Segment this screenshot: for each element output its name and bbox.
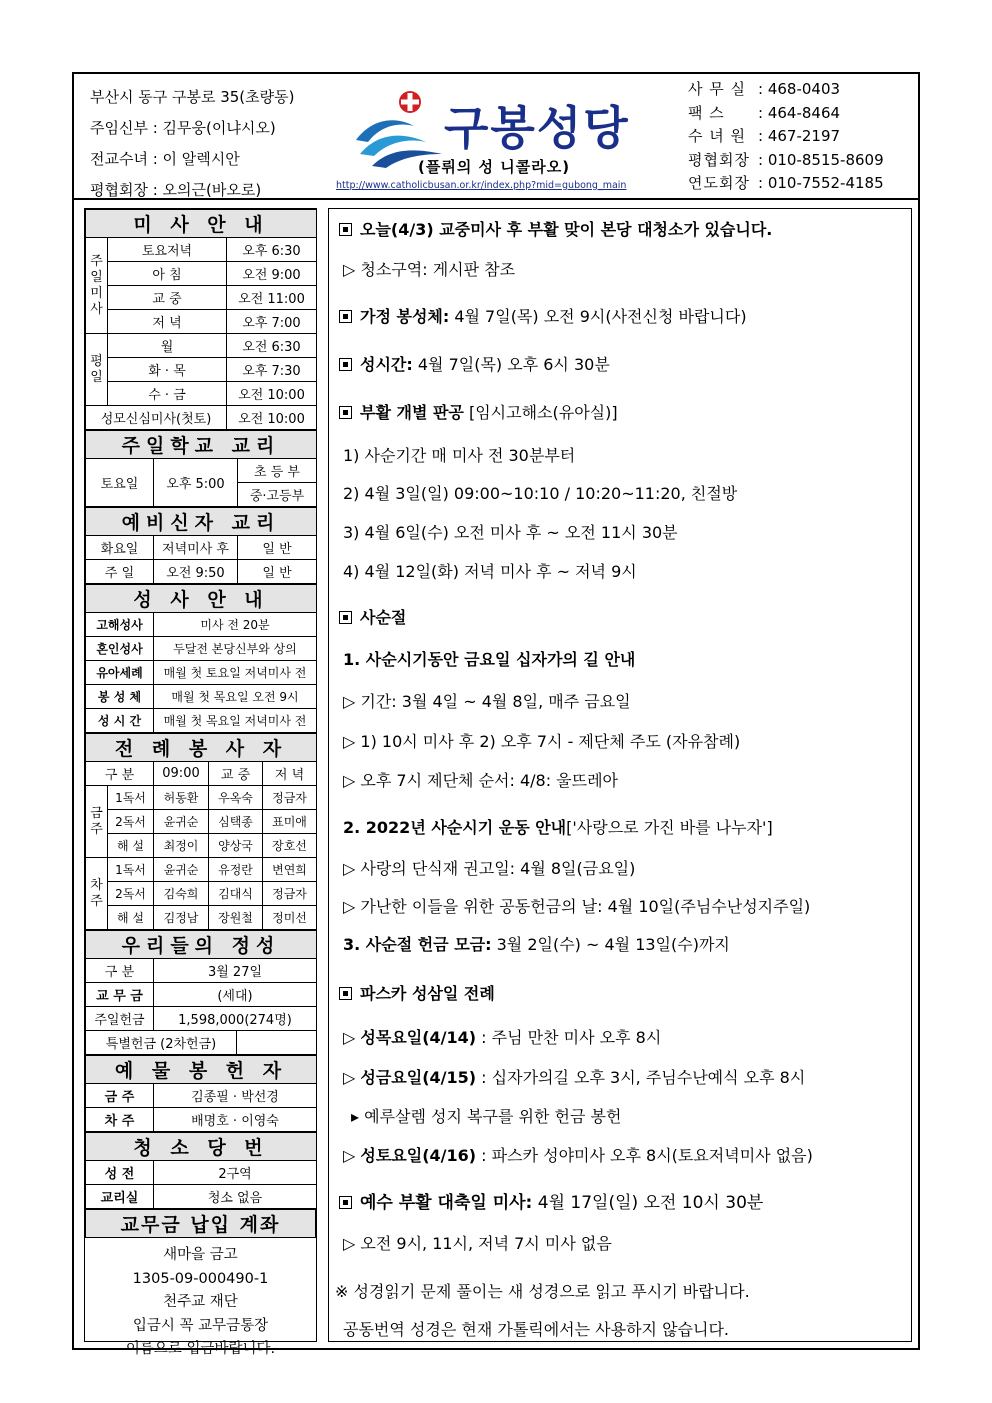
notice-line: ▷ 기간: 3월 4일 ~ 4월 8일, 매주 금요일 xyxy=(343,692,631,711)
offering-title: 우리들의 정성 xyxy=(86,931,317,959)
notice-line: 예수 부활 대축일 미사: 4월 17일(일) 오전 10시 30분 xyxy=(339,1188,763,1213)
sunday-school-table: 주일학교 교리 토요일 오후 5:00 초 등 부 중·고등부 xyxy=(85,430,317,507)
notice-line: ▷ 성토요일(4/16) : 파스카 성야미사 오후 8시(토요저녁미사 없음) xyxy=(343,1146,813,1165)
bullet-box-icon xyxy=(339,223,352,236)
account-title: 교무금 납입 계좌 xyxy=(86,1210,316,1238)
notice-line: 사순절 xyxy=(339,605,406,628)
sunday-mass-label: 주일미사 xyxy=(86,238,108,334)
bulletin-frame xyxy=(72,72,920,1357)
bullet-box-icon xyxy=(339,406,352,419)
notice-line: 파스카 성삼일 전례 xyxy=(339,981,495,1004)
notice-line: ▷ 사랑의 단식재 권고일: 4월 8일(금요일) xyxy=(343,859,636,878)
notice-line: 1) 사순기간 매 미사 전 30분부터 xyxy=(343,446,576,465)
weekday-mass-label: 평일 xyxy=(86,334,108,406)
bullet-box-icon xyxy=(339,987,352,1000)
notice-line: 공동번역 성경은 현재 가톨릭에서는 사용하지 않습니다. xyxy=(343,1320,730,1339)
parish-title: 구봉성당 xyxy=(444,101,630,155)
notice-line: 오늘(4/3) 교중미사 후 부활 맞이 본당 대청소가 있습니다. xyxy=(339,217,772,240)
notice-line: 2) 4월 3일(일) 09:00~10:10 / 10:20~11:20, 친절방 xyxy=(343,484,738,503)
notice-line: ▸ 예루살렘 성지 복구를 위한 헌금 봉헌 xyxy=(351,1107,622,1126)
contact-row: 평협회장 : 010-8515-8609 xyxy=(688,150,884,169)
notice-line: 4) 4월 12일(화) 저녁 미사 후 ~ 저녁 9시 xyxy=(343,562,637,581)
council-president: 평협회장 : 오의근(바오로) xyxy=(90,181,262,199)
gift-title: 예 물 봉 헌 자 xyxy=(86,1056,317,1084)
notice-line: 3. 사순절 헌금 모금: 3월 2일(수) ~ 4월 13일(수)까지 xyxy=(343,935,730,954)
sacrament-title: 성 사 안 내 xyxy=(86,585,317,613)
contact-row: 팩 스 : 464-8464 xyxy=(688,103,841,122)
offering-table: 우리들의 정성 구 분 3월 27일 교 무 금 (세대) 주일헌금 1,598,000(274명) 특별헌금 (2차헌금) xyxy=(85,930,317,1055)
notice-line: 성시간: 4월 7일(목) 오후 6시 30분 xyxy=(339,352,610,375)
notice-line: ▷ 성금요일(4/15) : 십자가의길 오후 3시, 주님수난예식 오후 8시 xyxy=(343,1068,806,1087)
account-table xyxy=(85,1209,316,1238)
sunday-school-title: 주일학교 교리 xyxy=(86,431,317,459)
notice-line: 부활 개별 판공 [임시고해소(유아실)] xyxy=(339,400,618,423)
parish-url-link[interactable]: http://www.catholicbusan.or.kr/index.php?mid=gubong_main xyxy=(336,180,627,191)
catechumen-title: 예비신자 교리 xyxy=(86,508,317,536)
this-week-label: 금주 xyxy=(86,786,108,858)
mass-table: 미 사 안 내 주일미사 토요저녁 오후 6:30 아 침 오전 9:00 교 중 오전 11:00 저 녁 오후 7:00 평일 월 오전 6:30 화 · 목 오후 7:30 수 · 금 오전 10:00 성모신심미사(첫토) 오전 10:00 xyxy=(85,209,317,430)
notice-board xyxy=(328,208,912,1342)
catechumen-table: 예비신자 교리 화요일 저녁미사 후 일 반 주 일 오전 9:50 일 반 xyxy=(85,507,317,584)
contact-list xyxy=(688,78,884,196)
notice-line: 2. 2022년 사순시기 운동 안내['사랑으로 가진 바를 나누자'] xyxy=(343,818,773,837)
notice-line: ▷ 오전 9시, 11시, 저녁 7시 미사 없음 xyxy=(343,1234,612,1253)
header-info xyxy=(90,82,295,206)
notice-line: ▷ 1) 10시 미사 후 2) 오후 7시 - 제단체 주도 (자유참례) xyxy=(343,732,741,751)
mass-title: 미 사 안 내 xyxy=(86,210,317,238)
marian-mass: 성모신심미사(첫토) xyxy=(86,406,227,430)
cleaning-table: 청 소 당 번 성 전 2구역 교리실 청소 없음 xyxy=(85,1132,317,1209)
notice-line: 3) 4월 6일(수) 오전 미사 후 ~ 오전 11시 30분 xyxy=(343,523,678,542)
bullet-box-icon xyxy=(339,1196,352,1209)
pastor: 주임신부 : 김무웅(이냐시오) xyxy=(90,119,276,137)
notice-line: ▷ 오후 7시 제단체 순서: 4/8: 울뜨레아 xyxy=(343,771,619,790)
address: 부산시 동구 구봉로 35(초량동) xyxy=(90,88,295,106)
next-week-label: 차주 xyxy=(86,858,108,930)
notice-line: 1. 사순시기동안 금요일 십자가의 길 안내 xyxy=(343,650,636,669)
bullet-box-icon xyxy=(339,358,352,371)
sacrament-table: 성 사 안 내 고해성사 미사 전 20분 혼인성사 두달전 본당신부와 상의 유아세례 매월 첫 토요일 저녁미사 전 봉 성 체 매월 첫 목요일 오전 9시 성 시 간 매월 첫 목요일 저녁미사 전 xyxy=(85,584,317,733)
contact-row: 수 녀 원 : 467-2197 xyxy=(688,127,841,145)
header xyxy=(74,74,918,200)
cleaning-title: 청 소 당 번 xyxy=(86,1133,317,1161)
parish-subtitle: (플뤼의 성 니콜라오) xyxy=(418,158,571,176)
notice-line: ▷ 성목요일(4/14) : 주님 만찬 미사 오후 8시 xyxy=(343,1028,662,1047)
notice-line: ※ 성경읽기 문제 풀이는 새 성경으로 읽고 푸시기 바랍니다. xyxy=(335,1282,750,1301)
servers-table: 전 례 봉 사 자 구 분 09:00 교 중 저 녁 금주 1독서 허동환 우옥숙 정금자 2독서 윤귀순 심택종 표미애 해 설 최정이 양상국 장호선 차주 1독서 윤귀순 유정란 변연희 2독서 김숙희 김대식 정금자 해 설 김정남 장원철 정미선 xyxy=(85,733,317,930)
servers-title: 전 례 봉 사 자 xyxy=(86,734,317,762)
contact-row: 연도회장 : 010-7552-4185 xyxy=(688,174,884,192)
sister: 전교수녀 : 이 알렉시안 xyxy=(90,150,240,168)
bullet-box-icon xyxy=(339,310,352,323)
sidebar xyxy=(84,208,317,1357)
notice-line: ▷ 청소구역: 게시판 참조 xyxy=(343,260,516,279)
notice-line: 가정 봉성체: 4월 7일(목) 오전 9시(사전신청 바랍니다) xyxy=(339,304,747,327)
account-info: 새마을 금고 1305-09-000490-1 천주교 재단 입금시 꼭 교무금통장 이름으로 입금바랍니다. xyxy=(125,1247,276,1357)
contact-row: 사 무 실 : 468-0403 xyxy=(688,80,841,98)
gift-table: 예 물 봉 헌 자 금 주 김종필 · 박선경 차 주 배명호 · 이영숙 xyxy=(85,1055,317,1132)
notice-line: ▷ 가난한 이들을 위한 공동헌금의 날: 4월 10일(주님수난성지주일) xyxy=(343,897,811,916)
bullet-box-icon xyxy=(339,611,352,624)
